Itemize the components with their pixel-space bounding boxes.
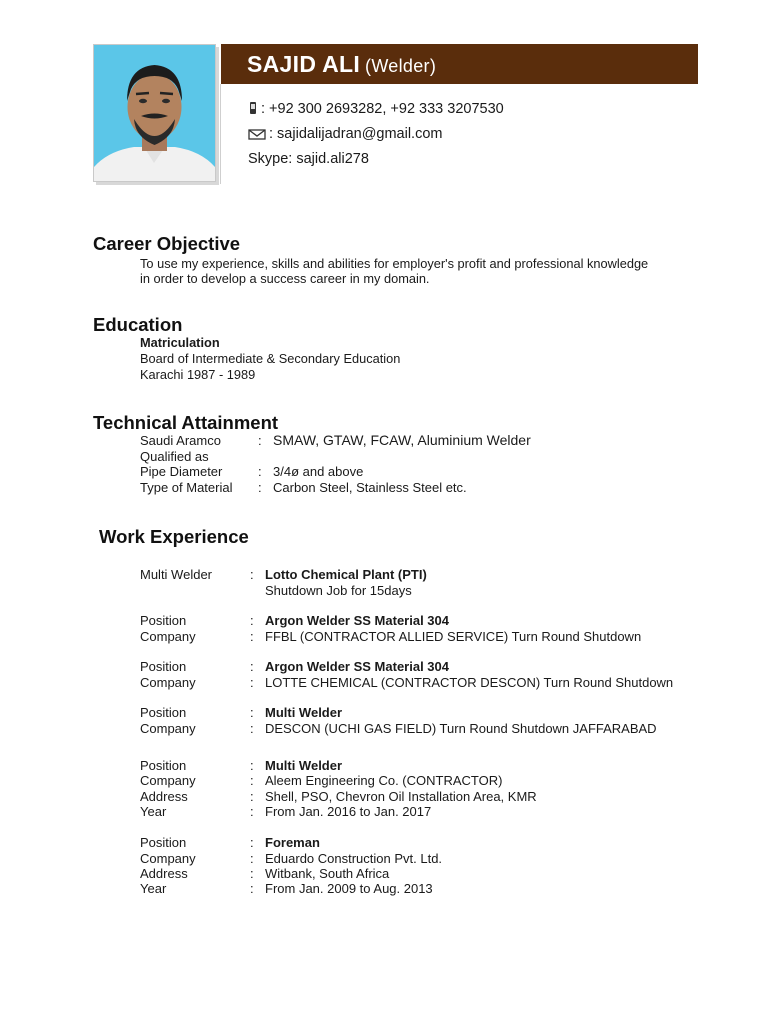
work-key: Company: [140, 773, 196, 788]
colon: :: [250, 881, 254, 896]
work-key: Company: [140, 675, 196, 690]
technical-key: Saudi Aramco: [140, 433, 221, 448]
technical-heading: Technical Attainment: [93, 412, 279, 433]
email-line: [248, 126, 442, 144]
phone-line: [248, 101, 504, 119]
technical-key: Type of Material: [140, 480, 233, 495]
work-key: Year: [140, 881, 167, 896]
job-company: FFBL (CONTRACTOR ALLIED SERVICE) Turn Round Shutdown: [265, 629, 642, 644]
colon: :: [250, 758, 254, 773]
colon: :: [250, 613, 254, 628]
work-key: Position: [140, 705, 187, 720]
work-value: Shutdown Job for 15days: [265, 583, 412, 598]
technical-value: Carbon Steel, Stainless Steel etc.: [273, 480, 467, 495]
technical-key: Pipe Diameter: [140, 464, 223, 479]
job-address: Witbank, South Africa: [265, 866, 390, 881]
work-value: Lotto Chemical Plant (PTI): [265, 567, 427, 582]
candidate-name: SAJID ALI: [247, 51, 361, 77]
technical-value: 3/4ø and above: [273, 464, 364, 479]
colon: :: [250, 804, 254, 819]
colon: :: [258, 480, 262, 495]
job-position: Multi Welder: [265, 758, 343, 773]
phone-numbers: : +92 300 2693282, +92 333 3207530: [261, 101, 504, 117]
candidate-name-line: [247, 51, 436, 78]
skype-id: Skype: sajid.ali278: [248, 151, 369, 167]
education-heading: Education: [93, 314, 183, 335]
email-address[interactable]: : sajidalijadran@gmail.com: [269, 126, 443, 142]
colon: :: [250, 789, 254, 804]
job-position: Multi Welder: [265, 705, 343, 720]
colon: :: [250, 773, 254, 788]
education-degree: Matriculation: [140, 335, 220, 350]
header-divider: [220, 84, 221, 184]
job-address: Shell, PSO, Chevron Oil Installation Area, KMR: [265, 789, 537, 804]
work-key: Company: [140, 721, 196, 736]
work-key: Position: [140, 613, 187, 628]
candidate-role: (Welder): [365, 56, 437, 76]
work-key: Position: [140, 659, 187, 674]
education-board: Board of Intermediate & Secondary Education: [140, 351, 401, 366]
career-objective-line-1: To use my experience, skills and abilities for employer's profit and professional knowledge: [140, 256, 649, 271]
colon: :: [258, 433, 262, 448]
work-key: Address: [140, 789, 188, 804]
name-banner: [221, 44, 698, 84]
job-company: Eduardo Construction Pvt. Ltd.: [265, 851, 443, 866]
job-position: Foreman: [265, 835, 320, 850]
job-company: Aleem Engineering Co. (CONTRACTOR): [265, 773, 503, 788]
work-key: Company: [140, 851, 196, 866]
job-year: From Jan. 2009 to Aug. 2013: [265, 881, 433, 896]
work-key: Position: [140, 758, 187, 773]
profile-photo: [93, 44, 216, 182]
job-year: From Jan. 2016 to Jan. 2017: [265, 804, 432, 819]
job-position: Argon Welder SS Material 304: [265, 613, 449, 628]
mobile-phone-icon: [248, 101, 258, 119]
technical-value: SMAW, GTAW, FCAW, Aluminium Welder: [273, 432, 531, 448]
colon: :: [250, 659, 254, 674]
email-icon: [248, 128, 266, 144]
work-key: Multi Welder: [140, 567, 213, 582]
work-key: Year: [140, 804, 167, 819]
colon: :: [250, 629, 254, 644]
work-key: Company: [140, 629, 196, 644]
career-objective-heading: Career Objective: [93, 233, 241, 254]
colon: :: [250, 721, 254, 736]
colon: :: [250, 835, 254, 850]
work-key: Position: [140, 835, 187, 850]
job-position: Argon Welder SS Material 304: [265, 659, 449, 674]
colon: :: [250, 866, 254, 881]
colon: :: [250, 851, 254, 866]
career-objective-line-2: in order to develop a success career in my domain.: [140, 271, 430, 286]
work-experience-heading: Work Experience: [99, 526, 249, 547]
education-place-years: Karachi 1987 - 1989: [140, 367, 256, 382]
technical-key: Qualified as: [140, 449, 209, 464]
colon: :: [250, 567, 254, 582]
colon: :: [258, 464, 262, 479]
job-company: LOTTE CHEMICAL (CONTRACTOR DESCON) Turn Round Shutdown: [265, 675, 674, 690]
job-company: DESCON (UCHI GAS FIELD) Turn Round Shutdown JAFFARABAD: [265, 721, 657, 736]
portrait-image: [94, 45, 215, 181]
colon: :: [250, 705, 254, 720]
colon: :: [250, 675, 254, 690]
work-key: Address: [140, 866, 188, 881]
